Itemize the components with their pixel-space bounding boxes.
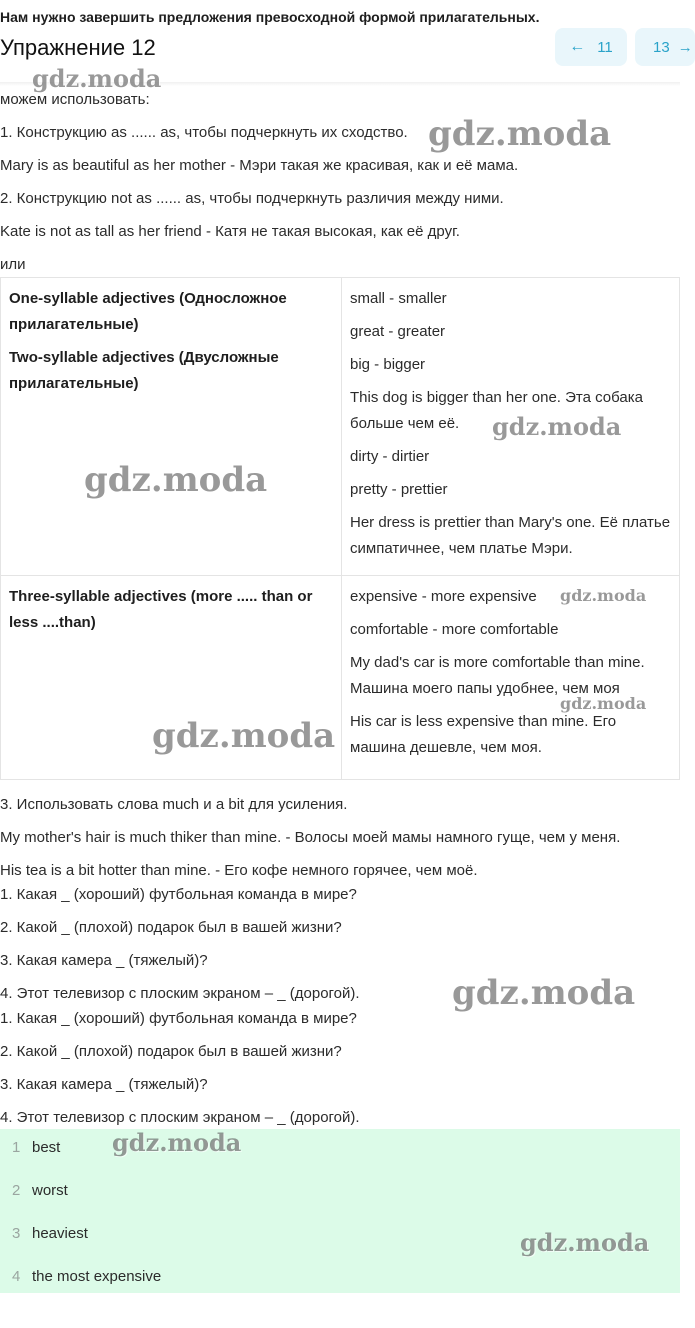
question-line: 4. Этот телевизор с плоским экраном – _ (дорогой). bbox=[0, 1109, 360, 1126]
note-line: 3. Использовать слова much и a bit для усиления. bbox=[0, 796, 348, 813]
next-exercise-button[interactable] bbox=[635, 28, 695, 66]
watermark-logo: gdz.moda bbox=[112, 1128, 242, 1157]
prev-exercise-label: 11 bbox=[597, 38, 613, 56]
watermark-logo: gdz.moda bbox=[452, 973, 636, 1013]
intro-line: можем использовать: bbox=[0, 91, 150, 108]
watermark-logo: gdz.moda bbox=[520, 1228, 650, 1257]
table-cell bbox=[342, 576, 680, 780]
watermark-logo: gdz.moda bbox=[84, 460, 268, 500]
note-line: His tea is a bit hotter than mine. - Его кофе немного горячее, чем моё. bbox=[0, 862, 478, 879]
cell-text: Her dress is prettier than Mary's one. Её платье симпатичнее, чем платье Мэри. bbox=[350, 514, 671, 557]
next-exercise-label: 13 bbox=[653, 38, 670, 56]
note-line: My mother's hair is much thiker than mine. - Волосы моей мамы намного гуще, чем у меня. bbox=[0, 829, 621, 846]
question-line: 1. Какая _ (хороший) футбольная команда в мире? bbox=[0, 1010, 357, 1027]
answer-number: 1 bbox=[12, 1139, 21, 1156]
intro-line: или bbox=[0, 256, 26, 273]
intro-line: Mary is as beautiful as her mother - Мэри такая же красивая, как и её мама. bbox=[0, 157, 519, 174]
watermark-logo: gdz.moda bbox=[428, 114, 612, 154]
answer-item bbox=[0, 1139, 60, 1156]
question-line: 1. Какая _ (хороший) футбольная команда в мире? bbox=[0, 886, 357, 903]
answer-number: 2 bbox=[12, 1182, 21, 1199]
answer-text: the most expensive bbox=[32, 1268, 162, 1285]
cell-text: great - greater bbox=[350, 323, 446, 340]
cell-text: My dad's car is more comfortable than mine. Машина моего папы удобнее, чем моя bbox=[350, 654, 645, 697]
table-row bbox=[1, 576, 680, 780]
cell-text: Three-syllable adjectives (more ..... than or less ....than) bbox=[9, 588, 313, 631]
cell-text: comfortable - more comfortable bbox=[350, 621, 559, 638]
answer-item bbox=[0, 1225, 88, 1242]
intro-line: 2. Конструкцию not as ...... as, чтобы подчеркнуть различия между ними. bbox=[0, 190, 504, 207]
question-line: 2. Какой _ (плохой) подарок был в вашей жизни? bbox=[0, 919, 342, 936]
answer-text: worst bbox=[32, 1182, 68, 1199]
question-line: 3. Какая камера _ (тяжелый)? bbox=[0, 1076, 208, 1093]
task-instruction: Нам нужно завершить предложения превосходной формой прилагательных. bbox=[0, 9, 540, 25]
intro-line: Kate is not as tall as her friend - Катя не такая высокая, как её друг. bbox=[0, 223, 460, 240]
cell-text: expensive - more expensive bbox=[350, 588, 537, 605]
cell-text: One-syllable adjectives (Односложное прилагательные) bbox=[9, 290, 287, 333]
answers-block bbox=[0, 1129, 680, 1293]
watermark-logo: gdz.moda bbox=[492, 412, 622, 441]
cell-text: big - bigger bbox=[350, 356, 426, 373]
question-line: 2. Какой _ (плохой) подарок был в вашей жизни? bbox=[0, 1043, 342, 1060]
watermark-logo: gdz.moda bbox=[560, 694, 647, 713]
question-line: 3. Какая камера _ (тяжелый)? bbox=[0, 952, 208, 969]
cell-text: This dog is bigger than her one. Эта собака больше чем её. bbox=[350, 389, 643, 432]
arrow-right-icon: → bbox=[677, 38, 693, 56]
answer-item bbox=[0, 1268, 161, 1285]
watermark-logo: gdz.moda bbox=[152, 716, 336, 756]
prev-exercise-button[interactable] bbox=[555, 28, 627, 66]
page-title: Упражнение 12 bbox=[0, 35, 156, 60]
cell-text: dirty - dirtier bbox=[350, 448, 430, 465]
cell-text: pretty - prettier bbox=[350, 481, 448, 498]
watermark-logo: gdz.moda bbox=[32, 64, 162, 93]
cell-text: His car is less expensive than mine. Его машина дешевле, чем моя. bbox=[350, 713, 617, 756]
answer-item bbox=[0, 1182, 68, 1199]
answer-text: heaviest bbox=[32, 1225, 88, 1242]
answer-number: 3 bbox=[12, 1225, 21, 1242]
watermark-logo: gdz.moda bbox=[560, 586, 647, 605]
intro-line: 1. Конструкцию as ...... as, чтобы подчеркнуть их сходство. bbox=[0, 124, 408, 141]
question-line: 4. Этот телевизор с плоским экраном – _ (дорогой). bbox=[0, 985, 360, 1002]
answer-number: 4 bbox=[12, 1268, 21, 1285]
table-cell bbox=[1, 278, 342, 576]
cell-text: small - smaller bbox=[350, 290, 447, 307]
cell-text: Two-syllable adjectives (Двусложные прилагательные) bbox=[9, 349, 279, 392]
answer-text: best bbox=[32, 1139, 61, 1156]
arrow-left-icon: ← bbox=[569, 38, 586, 55]
